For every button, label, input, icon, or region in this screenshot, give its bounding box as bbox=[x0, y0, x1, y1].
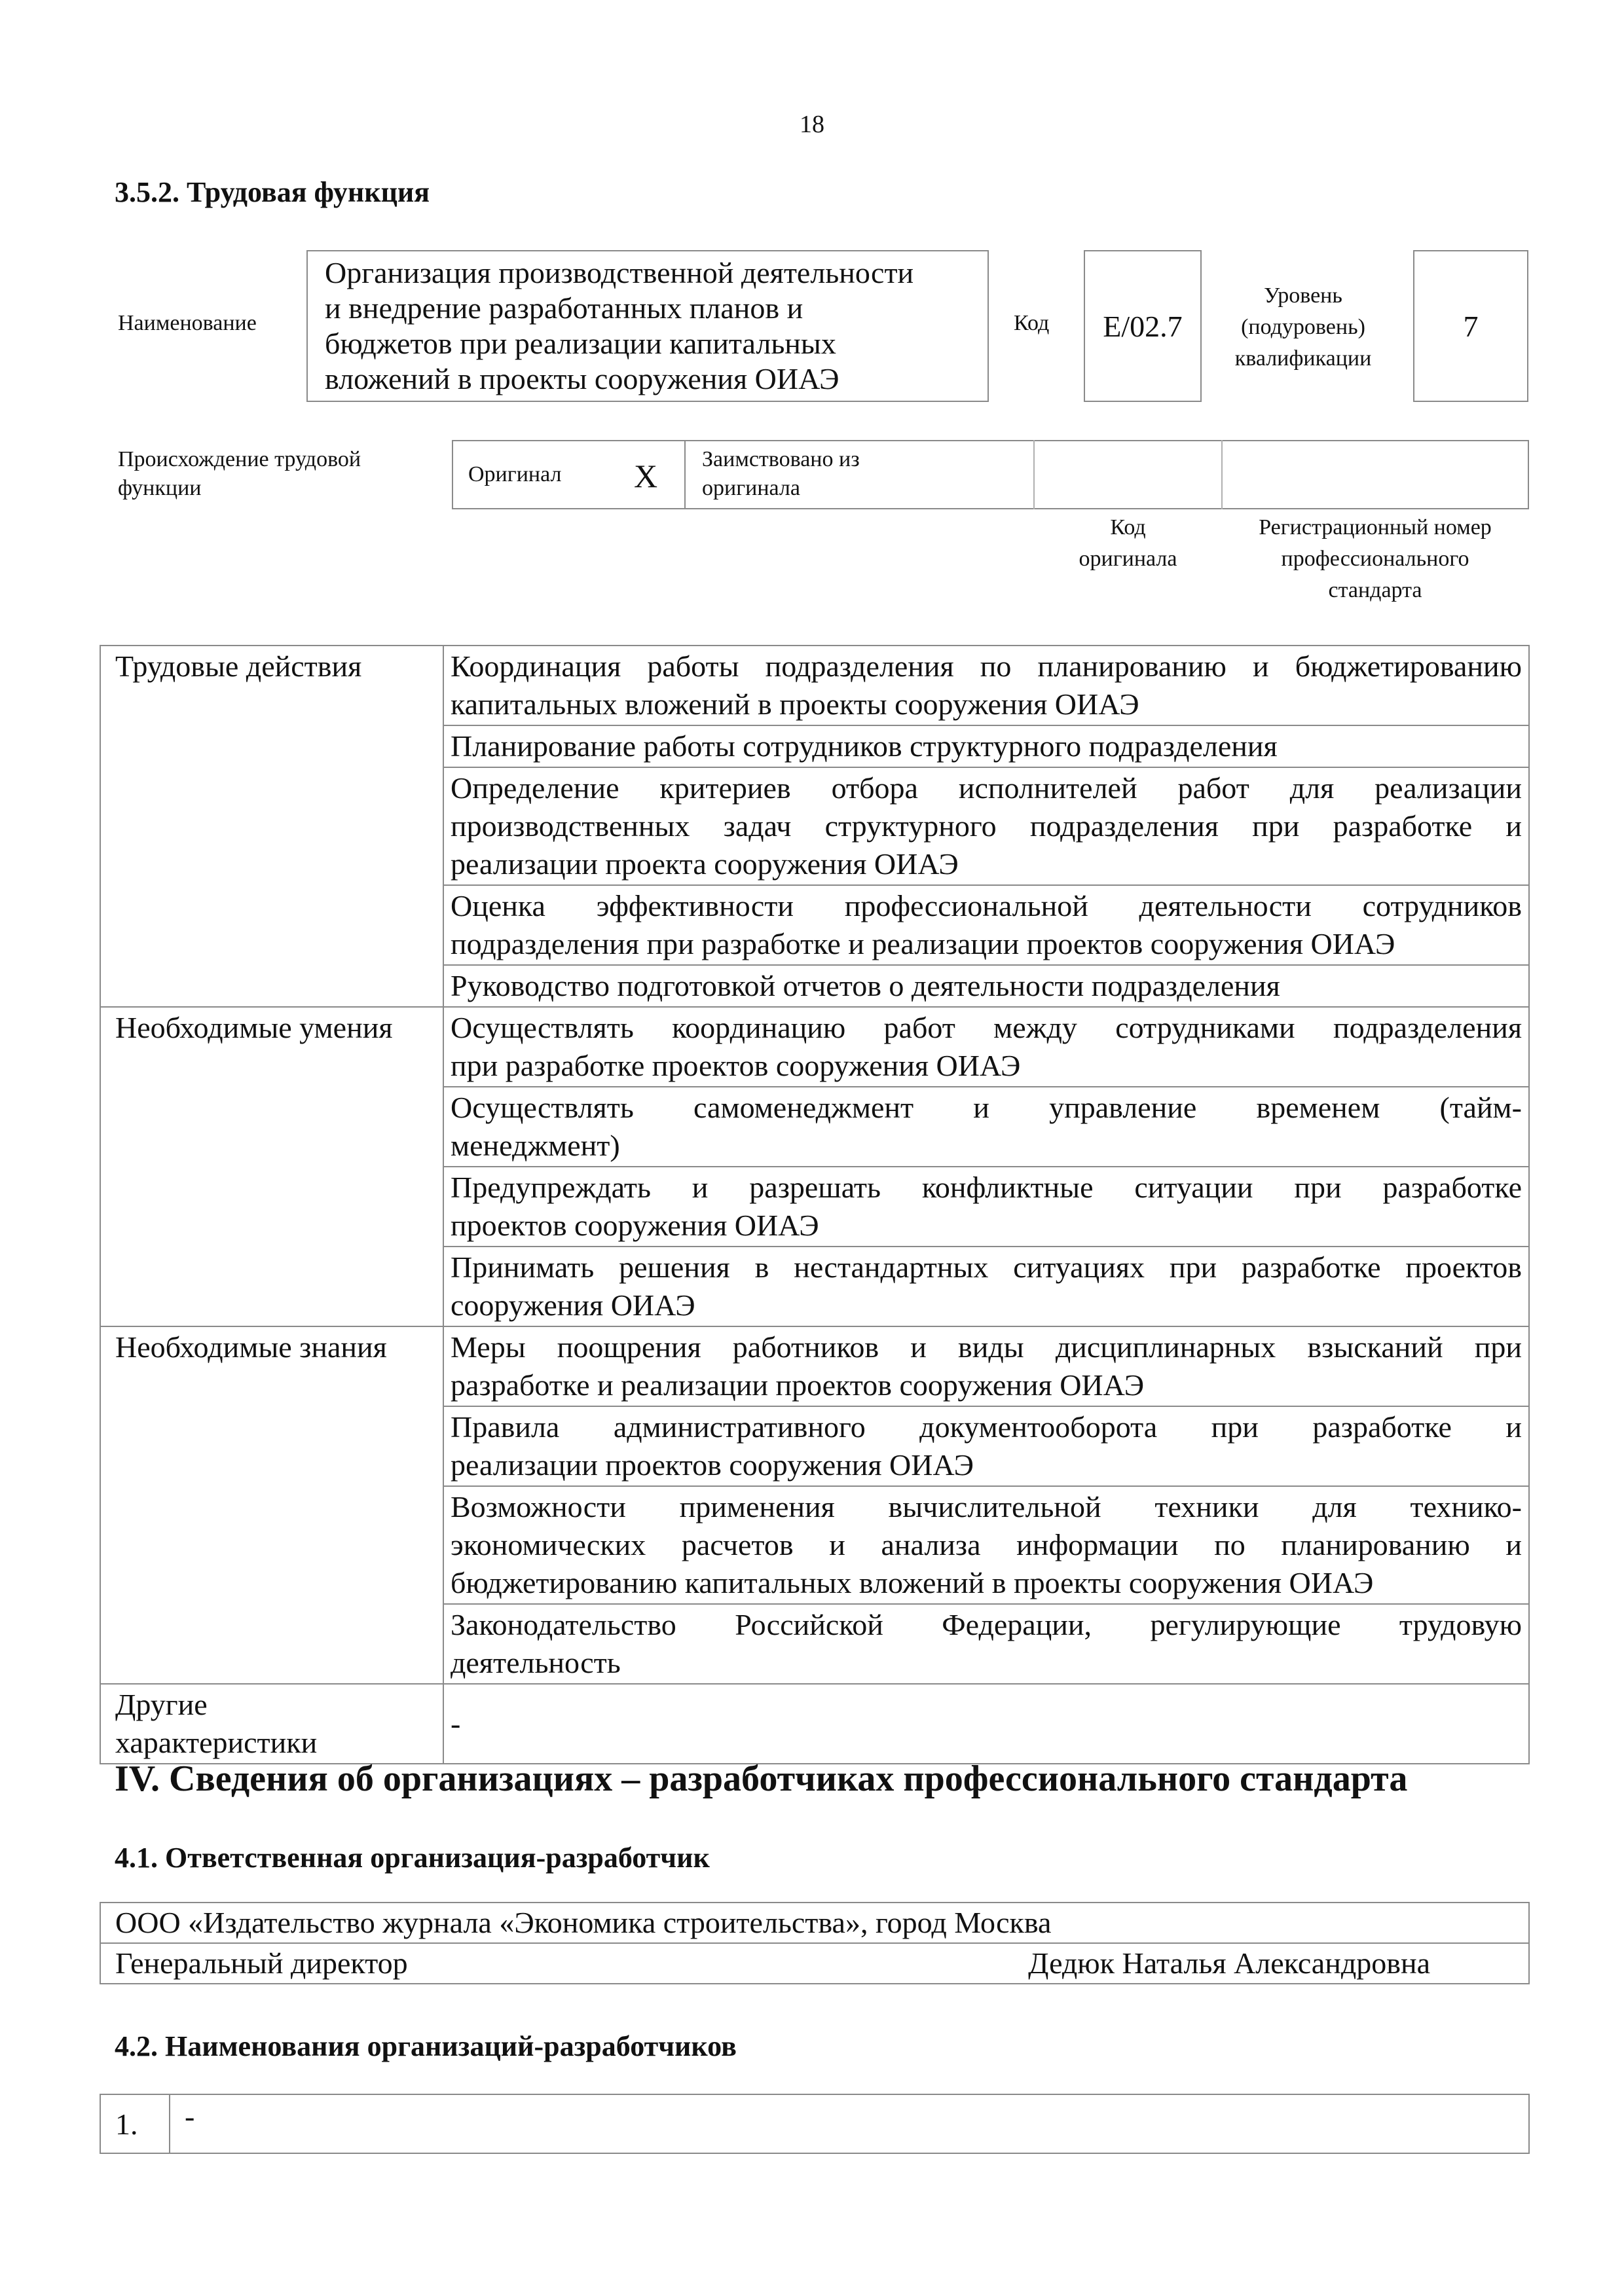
cell-line: Меры поощрения работников и виды дисциплинарных взысканий при bbox=[451, 1330, 1522, 1364]
code-label: Код bbox=[1014, 311, 1050, 335]
table-row bbox=[100, 2094, 1529, 2153]
table-cell bbox=[443, 1167, 1529, 1247]
reg-number-line: стандарта bbox=[1328, 578, 1422, 602]
other-label bbox=[100, 1684, 443, 1764]
level-label-line: (подуровень) bbox=[1241, 315, 1365, 339]
cell-line: бюджетированию капитальных вложений в проекты сооружения ОИАЭ bbox=[451, 1566, 1374, 1599]
section-title: 3.5.2. Трудовая функция bbox=[115, 176, 430, 208]
cell-line: капитальных вложений в проекты сооружения ОИАЭ bbox=[451, 687, 1139, 721]
cell-line: Руководство подготовкой отчетов о деятельности подразделения bbox=[451, 969, 1280, 1002]
table-row bbox=[100, 1326, 1529, 1406]
level-label-line: квалификации bbox=[1234, 346, 1372, 371]
org-name: ООО «Издательство журнала «Экономика строительства», город Москва bbox=[100, 1903, 1529, 1943]
reg-number-line: профессионального bbox=[1281, 547, 1469, 571]
cell-line: Принимать решения в нестандартных ситуациях при разработке проектов bbox=[451, 1250, 1522, 1284]
cell-line: реализации проекта сооружения ОИАЭ bbox=[451, 847, 959, 881]
origin-divider bbox=[684, 440, 686, 509]
borrowed-label bbox=[702, 445, 860, 503]
table-cell bbox=[443, 1007, 1529, 1087]
table-cell bbox=[443, 1486, 1529, 1604]
cell-line: деятельность bbox=[451, 1646, 621, 1679]
other-value: - bbox=[443, 1684, 1529, 1764]
cell-line: реализации проектов сооружения ОИАЭ bbox=[451, 1448, 974, 1482]
table-cell bbox=[443, 965, 1529, 1007]
cell-line: Определение критериев отбора исполнителей работ для реализации bbox=[451, 771, 1522, 805]
function-name-line: Организация производственной деятельности bbox=[325, 256, 914, 289]
reg-number-line: Регистрационный номер bbox=[1259, 515, 1492, 539]
name-label: Наименование bbox=[118, 311, 257, 335]
borrowed-label-line: Заимствовано из bbox=[702, 447, 860, 471]
cell-line: Планирование работы сотрудников структурного подразделения bbox=[451, 729, 1278, 763]
function-name-line: и внедрение разработанных планов и bbox=[325, 291, 803, 325]
code-original-caption bbox=[1041, 512, 1215, 575]
cell-line: разработке и реализации проектов сооружения ОИАЭ bbox=[451, 1368, 1145, 1402]
other-label-line: характеристики bbox=[115, 1726, 318, 1759]
table-cell bbox=[443, 1247, 1529, 1326]
origin-label-line: Происхождение трудовой bbox=[118, 447, 361, 471]
table-cell bbox=[443, 767, 1529, 885]
org-position: Генеральный директор bbox=[100, 1943, 815, 1984]
cell-line: менеджмент) bbox=[451, 1129, 620, 1162]
level-label-line: Уровень bbox=[1264, 283, 1342, 308]
table-cell bbox=[443, 1604, 1529, 1684]
cell-line: при разработке проектов сооружения ОИАЭ bbox=[451, 1049, 1021, 1082]
org-person: Дедюк Наталья Александровна bbox=[815, 1943, 1529, 1984]
actions-label: Трудовые действия bbox=[100, 646, 443, 1007]
cell-line: сооружения ОИАЭ bbox=[451, 1288, 695, 1322]
table-row bbox=[100, 1684, 1529, 1764]
level-value: 7 bbox=[1413, 250, 1528, 402]
table-row bbox=[100, 1903, 1529, 1943]
table-cell bbox=[443, 646, 1529, 725]
code-value: E/02.7 bbox=[1084, 250, 1202, 402]
cell-line: Предупреждать и разрешать конфликтные ситуации при разработке bbox=[451, 1171, 1522, 1204]
other-label-line: Другие bbox=[115, 1688, 208, 1721]
dev-number: 1. bbox=[100, 2094, 170, 2153]
table-cell bbox=[443, 1087, 1529, 1167]
code-original-line: оригинала bbox=[1079, 547, 1177, 571]
cell-line: Координация работы подразделения по планированию и бюджетированию bbox=[451, 649, 1522, 683]
table-cell bbox=[443, 885, 1529, 965]
borrowed-label-line: оригинала bbox=[702, 476, 800, 500]
level-label bbox=[1205, 280, 1401, 374]
table-row bbox=[100, 646, 1529, 725]
reg-number-caption bbox=[1218, 512, 1532, 606]
cell-line: Возможности применения вычислительной техники для технико- bbox=[451, 1490, 1522, 1523]
dev-name: - bbox=[170, 2094, 1529, 2153]
origin-box bbox=[452, 440, 1529, 509]
original-label: Оригинал bbox=[468, 462, 562, 486]
table-cell bbox=[443, 1326, 1529, 1406]
cell-line: Оценка эффективности профессиональной деятельности сотрудников bbox=[451, 889, 1522, 922]
section42-title: 4.2. Наименования организаций-разработчиков bbox=[115, 2030, 737, 2062]
table-row bbox=[100, 1943, 1529, 1984]
cell-line: Правила административного документооборота при разработке и bbox=[451, 1410, 1522, 1444]
cell-line: производственных задач структурного подразделения при разработке и bbox=[451, 809, 1522, 843]
cell-line: Осуществлять самоменеджмент и управление временем (тайм- bbox=[451, 1091, 1522, 1124]
skills-label: Необходимые умения bbox=[100, 1007, 443, 1326]
cell-line: проектов сооружения ОИАЭ bbox=[451, 1209, 819, 1242]
function-details-table bbox=[100, 645, 1530, 1764]
function-name-line: бюджетов при реализации капитальных bbox=[325, 327, 836, 360]
function-name-box bbox=[306, 250, 989, 402]
origin-label bbox=[118, 445, 361, 503]
section41-title: 4.1. Ответственная организация-разработчик bbox=[115, 1842, 710, 1874]
section4-title: IV. Сведения об организациях – разработчиках профессионального стандарта bbox=[115, 1758, 1408, 1799]
cell-line: Осуществлять координацию работ между сотрудниками подразделения bbox=[451, 1011, 1522, 1044]
cell-line: экономических расчетов и анализа информации по планированию и bbox=[451, 1528, 1522, 1561]
cell-line: Законодательство Российской Федерации, регулирующие трудовую bbox=[451, 1608, 1522, 1641]
code-original-line: Код bbox=[1110, 515, 1146, 539]
original-mark: X bbox=[634, 458, 658, 494]
developer-orgs-table bbox=[100, 2094, 1530, 2154]
table-cell bbox=[443, 1406, 1529, 1486]
table-cell bbox=[443, 725, 1529, 767]
origin-divider bbox=[1221, 440, 1223, 509]
origin-label-line: функции bbox=[118, 476, 202, 500]
responsible-org-table bbox=[100, 1902, 1530, 1984]
knowledge-label: Необходимые знания bbox=[100, 1326, 443, 1684]
table-row bbox=[100, 1007, 1529, 1087]
origin-divider bbox=[1033, 440, 1035, 509]
function-name-line: вложений в проекты сооружения ОИАЭ bbox=[325, 362, 840, 395]
cell-line: подразделения при разработке и реализации проектов сооружения ОИАЭ bbox=[451, 927, 1395, 960]
page-number: 18 bbox=[800, 111, 824, 138]
